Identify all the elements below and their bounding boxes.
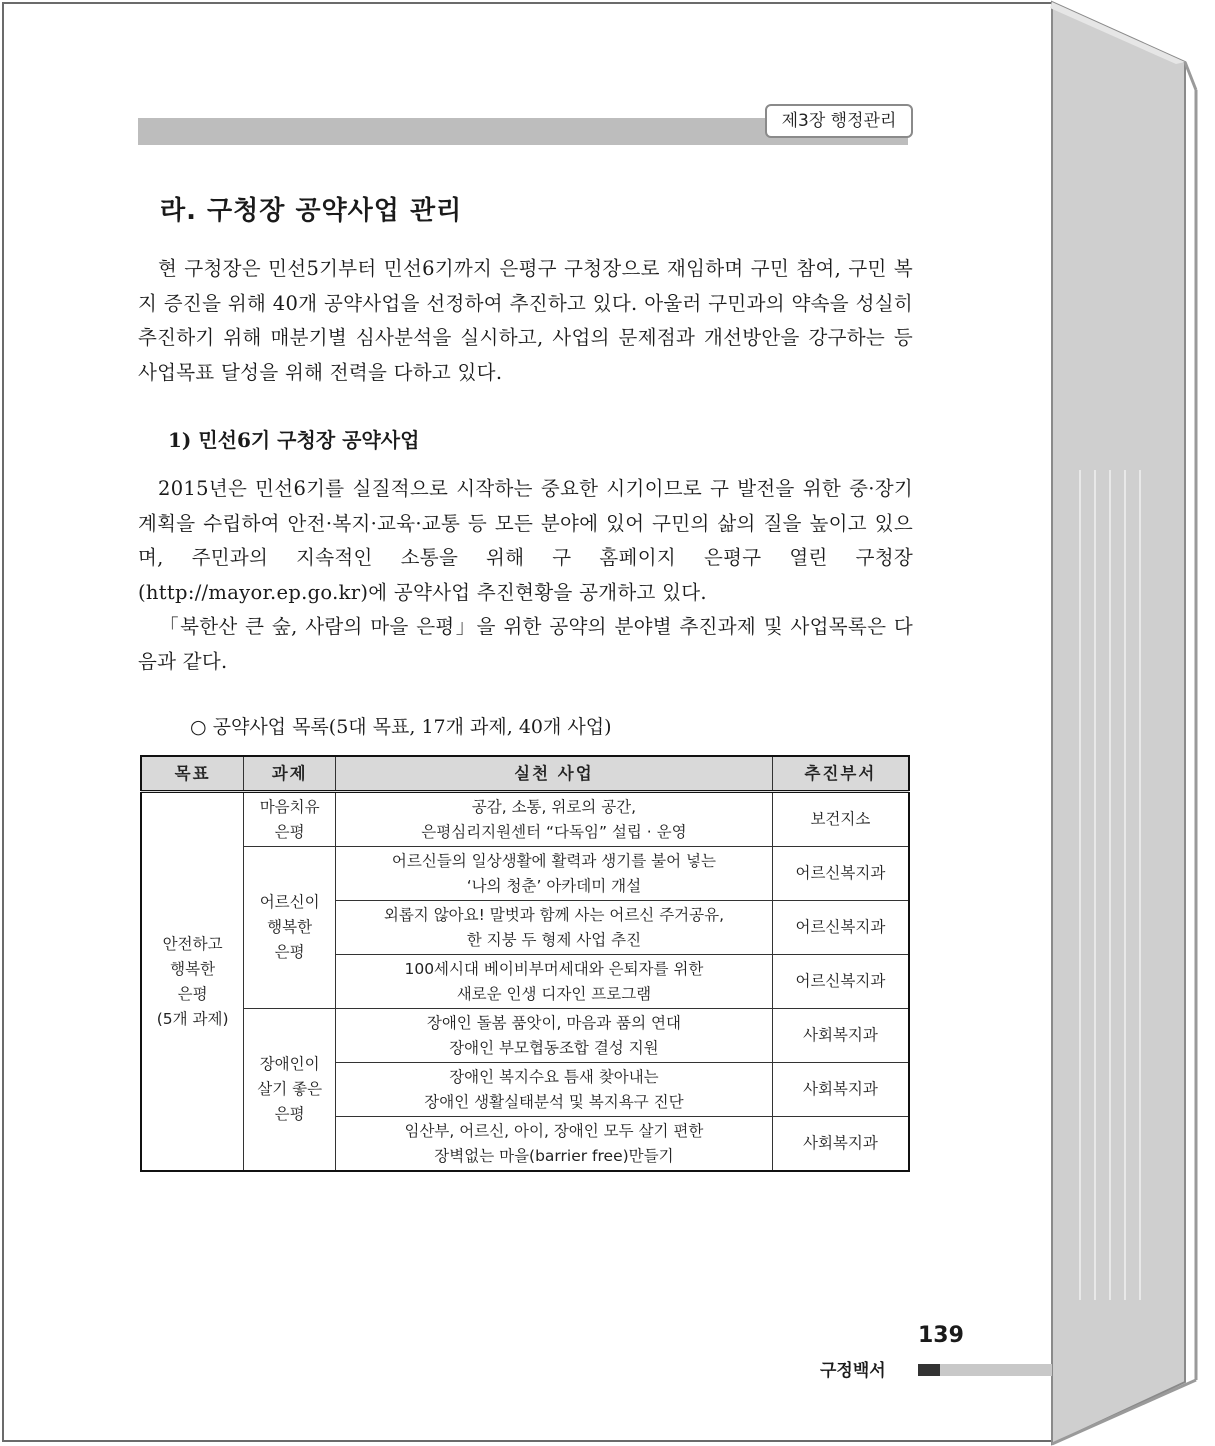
- dept-cell: 어르신복지과: [772, 901, 909, 955]
- table-row: [141, 1009, 909, 1063]
- dept-cell: 사회복지과: [772, 1009, 909, 1063]
- body-paragraph-1: [138, 472, 913, 610]
- project-cell: [336, 1063, 773, 1117]
- footer-bar-dark: [918, 1364, 940, 1376]
- project-line: 장벽없는 마을(barrier free)만들기: [434, 1146, 674, 1165]
- book-title: 구정백서: [820, 1361, 886, 1381]
- project-cell: [336, 955, 773, 1009]
- task-line: 행복한: [267, 918, 313, 936]
- project-line: ‘나의 청춘’ 아카데미 개설: [466, 876, 642, 895]
- table-row: [141, 792, 909, 847]
- goal-line: 은평: [177, 984, 208, 1003]
- task-line: 은평: [274, 1105, 305, 1123]
- col-header-goal: 목표: [141, 756, 244, 792]
- col-header-dept: 추진부서: [772, 756, 909, 792]
- dept-cell: 사회복지과: [772, 1117, 909, 1172]
- pledge-table: [140, 755, 910, 1172]
- para1-text: 2015년은 민선6기를 실질적으로 시작하는 중요한 시기이므로 구 발전을 위한 중·장기 계획을 수립하여 안전·복지·교육·교통 등 모든 분야에 있어 구민의 삶의 질을 높이고 있으며, 주민과의 지속적인 소통을 위해 구 홈페이지 은평구 열린 구청장(http://mayor.ep.go.kr)에 공약사업 추진현황을 공개하고 있다.: [138, 477, 913, 604]
- project-line: 장애인 부모협동조합 결성 지원: [449, 1038, 659, 1057]
- project-cell: [336, 901, 773, 955]
- task-cell: [244, 792, 336, 847]
- project-line: 은평심리지원센터 “다독임” 설립 · 운영: [421, 822, 687, 841]
- project-line: 장애인 생활실태분석 및 복지욕구 진단: [424, 1092, 684, 1111]
- project-line: 임산부, 어르신, 아이, 장애인 모두 살기 편한: [404, 1121, 704, 1140]
- project-line: 장애인 복지수요 틈새 찾아내는: [449, 1067, 659, 1086]
- dept-cell: 어르신복지과: [772, 847, 909, 901]
- task-line: 살기 좋은: [257, 1080, 323, 1098]
- table-header-row: [141, 756, 909, 792]
- list-heading: ○ 공약사업 목록(5대 목표, 17개 과제, 40개 사업): [190, 716, 612, 738]
- subsection-title: 1) 민선6기 구청장 공약사업: [168, 428, 420, 452]
- intro-text: 현 구청장은 민선5기부터 민선6기까지 은평구 구청장으로 재임하며 구민 참여, 구민 복지 증진을 위해 40개 공약사업을 선정하여 추진하고 있다. 아울러 구민과의 약속을 성실히 추진하기 위해 매분기별 심사분석을 실시하고, 사업의 문제점과 개선방안을 강구하는 등 사업목표 달성을 위해 전력을 다하고 있다.: [138, 257, 913, 384]
- project-line: 새로운 인생 디자인 프로그램: [456, 984, 652, 1003]
- col-header-project: 실천 사업: [336, 756, 773, 792]
- task-cell: [244, 847, 336, 1009]
- section-title: 라. 구청장 공약사업 관리: [160, 196, 463, 226]
- project-cell: [336, 847, 773, 901]
- chapter-label: 제3장 행정관리: [765, 104, 913, 138]
- intro-paragraph: [138, 252, 913, 390]
- dept-cell: 보건지소: [772, 792, 909, 847]
- task-line: 어르신이: [259, 893, 320, 911]
- body-paragraph-2: [138, 610, 913, 679]
- goal-line: (5개 과제): [156, 1009, 229, 1028]
- project-line: 장애인 돌봄 품앗이, 마음과 품의 연대: [426, 1013, 682, 1032]
- project-line: 한 지붕 두 형제 사업 추진: [466, 930, 642, 949]
- project-cell: [336, 1117, 773, 1172]
- project-line: 외롭지 않아요! 말벗과 함께 사는 어르신 주거공유,: [383, 905, 725, 924]
- task-line: 은평: [274, 943, 305, 961]
- project-cell: [336, 1009, 773, 1063]
- dept-cell: 사회복지과: [772, 1063, 909, 1117]
- page-number: 139: [918, 1323, 964, 1348]
- para2-text: 「북한산 큰 숲, 사람의 마을 은평」을 위한 공약의 분야별 추진과제 및 사업목록은 다음과 같다.: [138, 615, 913, 673]
- dept-cell: 어르신복지과: [772, 955, 909, 1009]
- project-line: 어르신들의 일상생활에 활력과 생기를 불어 넣는: [391, 851, 716, 870]
- table-row: [141, 847, 909, 901]
- task-line: 장애인이: [259, 1055, 320, 1073]
- goal-line: 안전하고: [162, 934, 223, 953]
- task-line: 마음치유: [259, 797, 320, 816]
- task-cell: [244, 1009, 336, 1172]
- footer-bar-light: [940, 1364, 1052, 1376]
- goal-line: 행복한: [170, 959, 216, 978]
- project-line: 공감, 소통, 위로의 공간,: [471, 797, 637, 816]
- goal-cell: [141, 792, 244, 1172]
- project-cell: [336, 792, 773, 847]
- project-line: 100세시대 베이비부머세대와 은퇴자를 위한: [404, 959, 704, 978]
- col-header-task: 과제: [244, 756, 336, 792]
- task-line: 은평: [274, 822, 305, 841]
